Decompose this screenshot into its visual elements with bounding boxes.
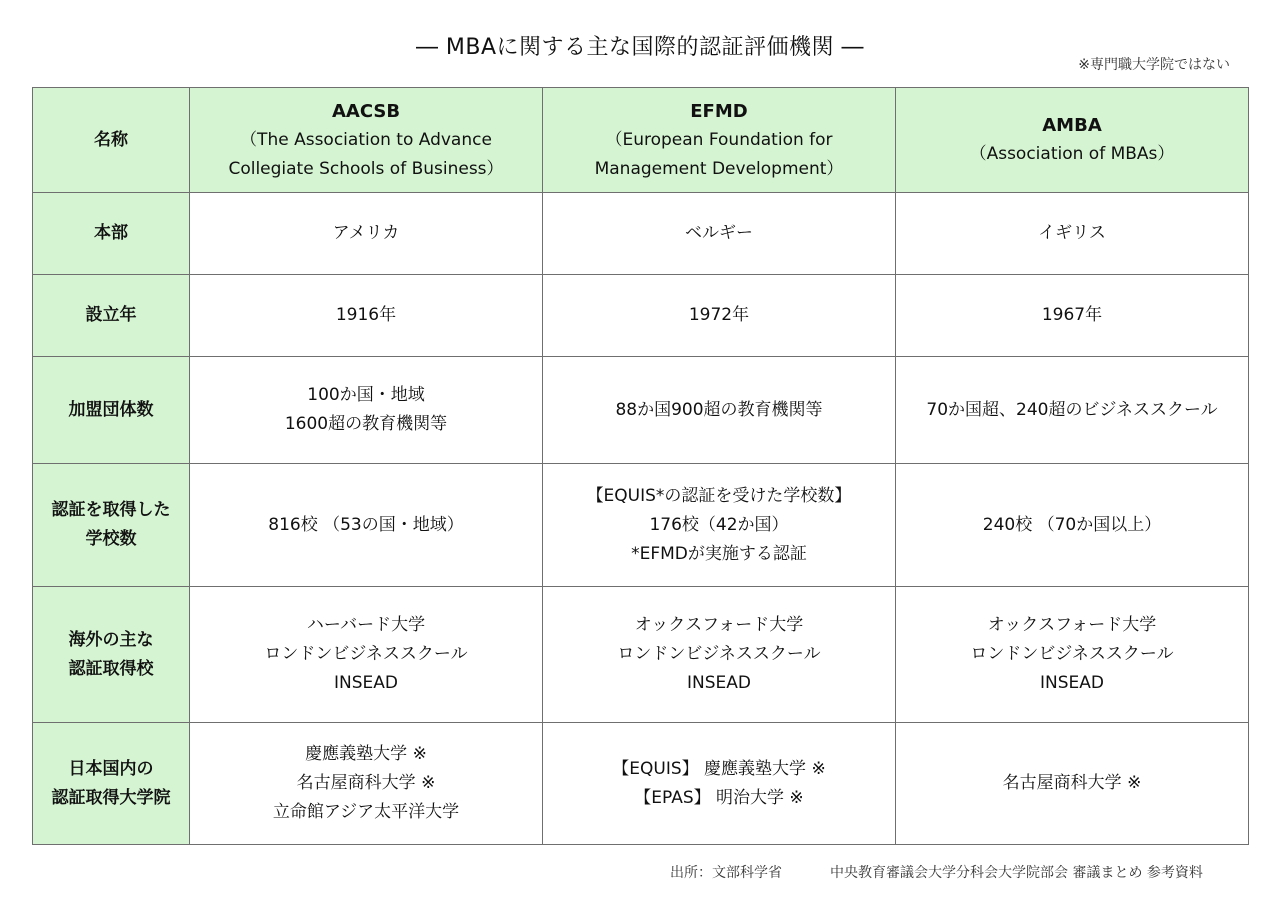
table-row-headquarters [33,193,1249,275]
cell-line: 【EPAS】 明治大学 ※ [634,787,804,808]
org-name: AMBA [1042,115,1102,136]
cell-line: アメリカ [332,223,400,243]
table-row-founded [33,275,1249,357]
table-cell [896,193,1249,275]
cell-line: イギリス [1038,223,1106,243]
cell-line: 慶應義塾大学 ※ [305,744,427,764]
row-label [33,357,190,464]
row-label-line: 本部 [94,223,128,243]
row-label-line: 海外の主な [68,629,154,650]
row-label [33,193,190,275]
row-label-line: 認証取得校 [68,658,154,679]
table-cell [190,357,543,464]
cell-line: ロンドンビジネススクール [970,644,1174,664]
table-cell [896,587,1249,723]
cell-line: ロンドンビジネススクール [264,644,468,664]
row-label-line: 学校数 [85,529,137,549]
cell-line: INSEAD [334,673,398,693]
cell-line: 立命館アジア太平洋大学 [272,802,460,822]
table-row-accredited-count [33,464,1249,587]
cell-line: 名古屋商科大学 ※ [296,773,436,793]
org-header-aacsb [190,88,543,193]
org-full-name: （European Foundation for Management Development） [594,129,844,179]
table-cell [896,723,1249,845]
cell-line: 【EQUIS】 慶應義塾大学 ※ [612,758,826,779]
row-label-line: 設立年 [85,305,137,325]
table-row-japan-schools [33,723,1249,845]
cell-line: INSEAD [1040,673,1104,693]
org-full-name: （The Association to Advance Collegiate Schools of Business） [228,129,504,179]
cell-line: 88か国900超の教育機関等 [615,399,823,420]
cell-line: 70か国超、240超のビジネススクール [926,399,1218,420]
page-title: ― MBAに関する主な国際的認証評価機関 ― [415,35,865,60]
cell-line: オックスフォード大学 [987,615,1157,635]
table-cell [190,464,543,587]
table-cell [190,723,543,845]
cell-line: 816校 （53の国・地域） [268,514,464,535]
table-cell [190,193,543,275]
table-cell [543,357,896,464]
cell-line: 176校（42か国） [649,514,789,535]
cell-line: 1972年 [688,305,750,325]
org-name: EFMD [690,100,748,122]
row-label-name: 名称 [33,88,190,193]
source-council: 中央教育審議会大学分科会大学院部会 審議まとめ 参考資料 [830,865,1203,881]
cell-line: INSEAD [687,673,751,693]
row-label-line: 加盟団体数 [68,399,154,420]
table-cell [190,275,543,357]
table-cell [543,723,896,845]
table-cell [543,587,896,723]
cell-line: 1916年 [335,305,397,325]
cell-line: 名古屋商科大学 ※ [1002,773,1142,793]
table-cell [543,275,896,357]
row-label [33,275,190,357]
header-row [33,88,1249,193]
table-cell [896,357,1249,464]
row-label [33,587,190,723]
org-header-efmd [543,88,896,193]
table-row-overseas-schools [33,587,1249,723]
cell-line: 240校 （70か国以上） [982,514,1162,535]
row-label-line: 日本国内の [68,758,154,779]
org-full-name: （Association of MBAs） [969,144,1175,164]
row-label [33,723,190,845]
accreditation-table [32,87,1249,845]
row-label-line: 認証を取得した [51,500,171,520]
cell-line: 【EQUIS*の認証を受けた学校数】 [586,485,852,506]
row-label-line: 認証取得大学院 [51,787,171,808]
table-cell [896,464,1249,587]
cell-line: 1600超の教育機関等 [284,414,448,434]
table-cell [543,193,896,275]
cell-line: *EFMDが実施する認証 [631,543,807,564]
row-label [33,464,190,587]
table-cell [896,275,1249,357]
cell-line: ベルギー [685,223,753,243]
cell-line: 1967年 [1041,305,1103,325]
footnote-note: ※専門職大学院ではない [1078,57,1230,73]
cell-line: ハーバード大学 [306,615,426,635]
cell-line: ロンドンビジネススクール [617,644,821,664]
cell-line: 100か国・地域 [307,385,425,405]
cell-line: オックスフォード大学 [634,615,804,635]
table-cell [190,587,543,723]
table-row-members [33,357,1249,464]
table-cell [543,464,896,587]
org-name: AACSB [331,100,401,122]
org-header-amba [896,88,1249,193]
source-ministry: 出所：文部科学省 [670,865,782,881]
